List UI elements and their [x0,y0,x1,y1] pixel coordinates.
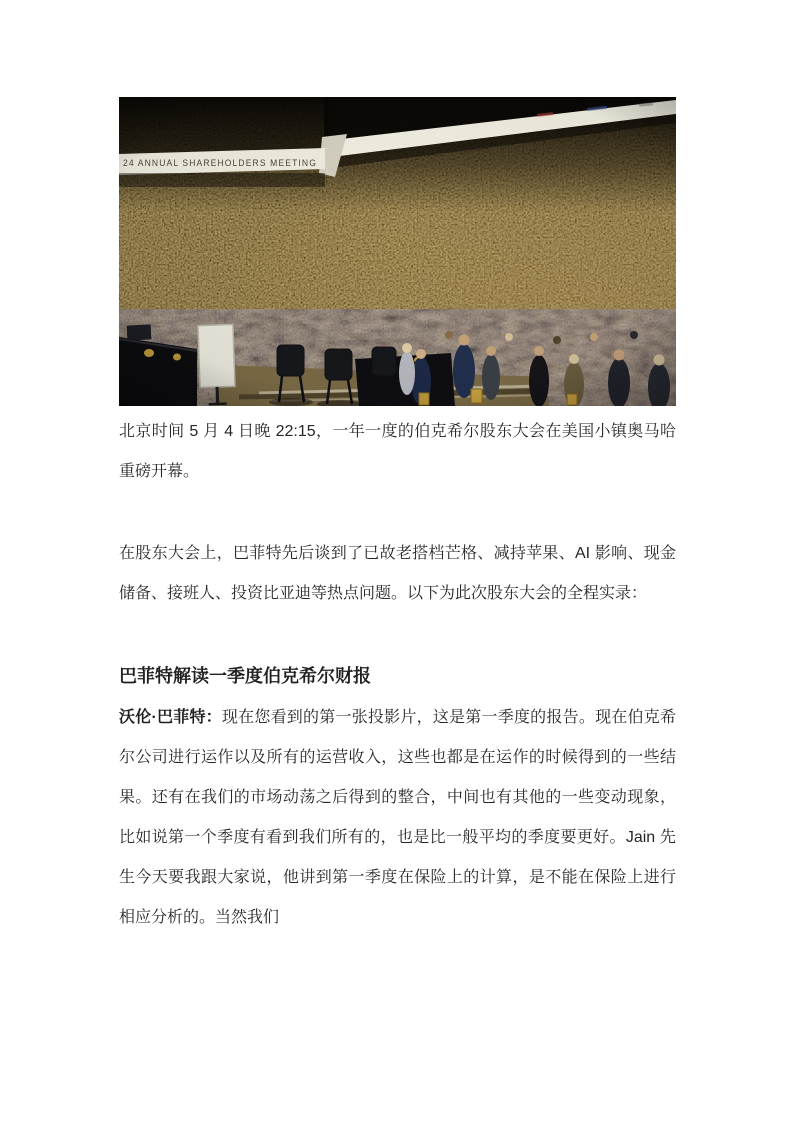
article-content [119,97,676,938]
vignette [119,97,676,406]
caption-paragraph: 北京时间 5 月 4 日晚 22:15，一年一度的伯克希尔股东大会在美国小镇奥马哈重磅开幕。 [119,423,676,480]
hero-image [119,97,676,406]
speech-text: 现在您看到的第一张投影片，这是第一季度的报告。现在伯克希尔公司进行运作以及所有的运营收入，这些也都是在运作的时候得到的一些结果。还有在我们的市场动荡之后得到的整合，中间也有其他的一些变动现象，比如说第一个季度有看到我们所有的，也是比一般平均的季度要更好。Jain 先生今天要我跟大家说，他讲到第一季度在保险上的计算，是不能在保险上进行相应分析的。当然我们 [119,709,676,926]
intro-paragraph: 在股东大会上，巴菲特先后谈到了已故老搭档芒格、减持苹果、AI 影响、现金储备、接班人、投资比亚迪等热点问题。以下为此次股东大会的全程实录： [119,545,676,602]
speech-paragraph [119,698,676,938]
section-heading: 巴菲特解读一季度伯克希尔财报 [119,666,371,686]
speaker-name: 沃伦·巴菲特： [119,709,222,726]
